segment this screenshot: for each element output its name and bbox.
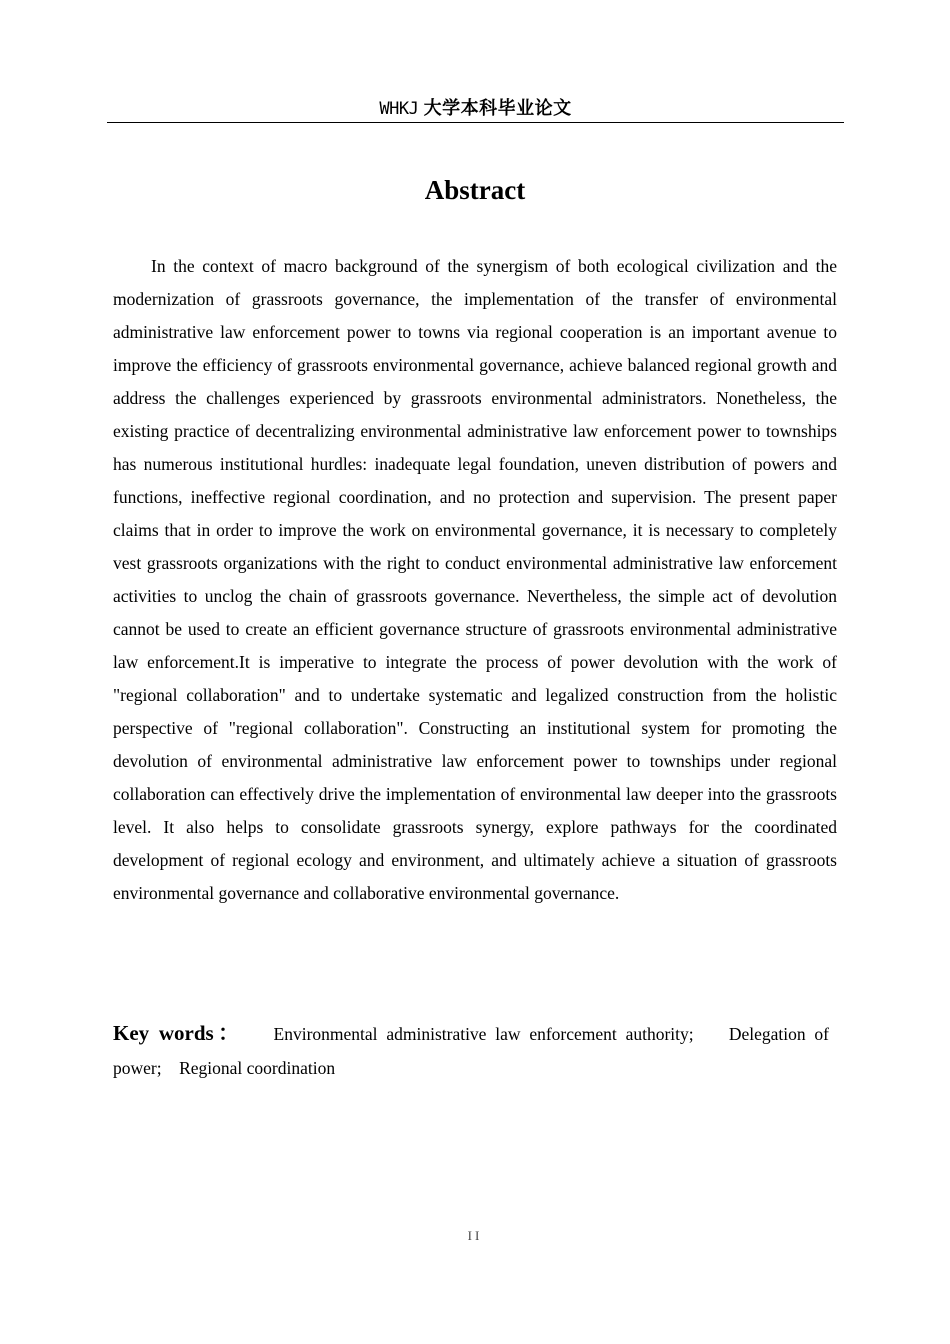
keywords-label: Key words： <box>113 1021 244 1045</box>
abstract-body: In the context of macro background of the synergism of both ecological civilization and the modernization of grassroots governance, the implementation of the transfer of environmental administrative law enforcement power to towns via regional cooperation is an important avenue to improve the efficiency of grassroots environmental governance, achieve balanced regional growth and address the challenges experienced by grassroots environmental administrators. Nonetheless, the existing practice of decentralizing environmental administrative law enforcement power to townships has numerous institutional hurdles: inadequate legal foundation, uneven distribution of powers and functions, ineffective regional coordination, and no protection and supervision. The present paper claims that in order to improve the work on environmental governance, it is necessary to completely vest grassroots organizations with the right to conduct environmental administrative law enforcement activities to unclog the chain of grassroots governance. Nevertheless, the simple act of devolution cannot be used to create an efficient governance structure of grassroots environmental administrative law enforcement.It is imperative to integrate the process of power devolution with the work of "regional collaboration" and to undertake systematic and legalized construction from the holistic perspective of "regional collaboration". Constructing an institutional system for promoting the devolution of environmental administrative law enforcement power to townships under regional collaboration can effectively drive the implementation of environmental law deeper into the grassroots level. It also helps to consolidate grassroots synergy, explore pathways for the coordinated development of regional ecology and environment, and ultimately achieve a situation of grassroots environmental governance and collaborative environmental governance. <box>113 256 837 903</box>
keyword-item: Regional coordination <box>179 1058 336 1078</box>
abstract-title: Abstract <box>424 175 526 205</box>
header-university-code: WHKJ <box>379 99 419 119</box>
page-header <box>107 96 844 123</box>
header-thesis-title: 大学本科毕业论文 <box>423 98 572 119</box>
page-number: II <box>467 1228 483 1243</box>
keywords-section <box>113 1016 829 1085</box>
keyword-item: Environmental administrative law enforcement authority; <box>273 1024 694 1044</box>
keyword-item: Delegation of power; <box>113 1024 830 1078</box>
